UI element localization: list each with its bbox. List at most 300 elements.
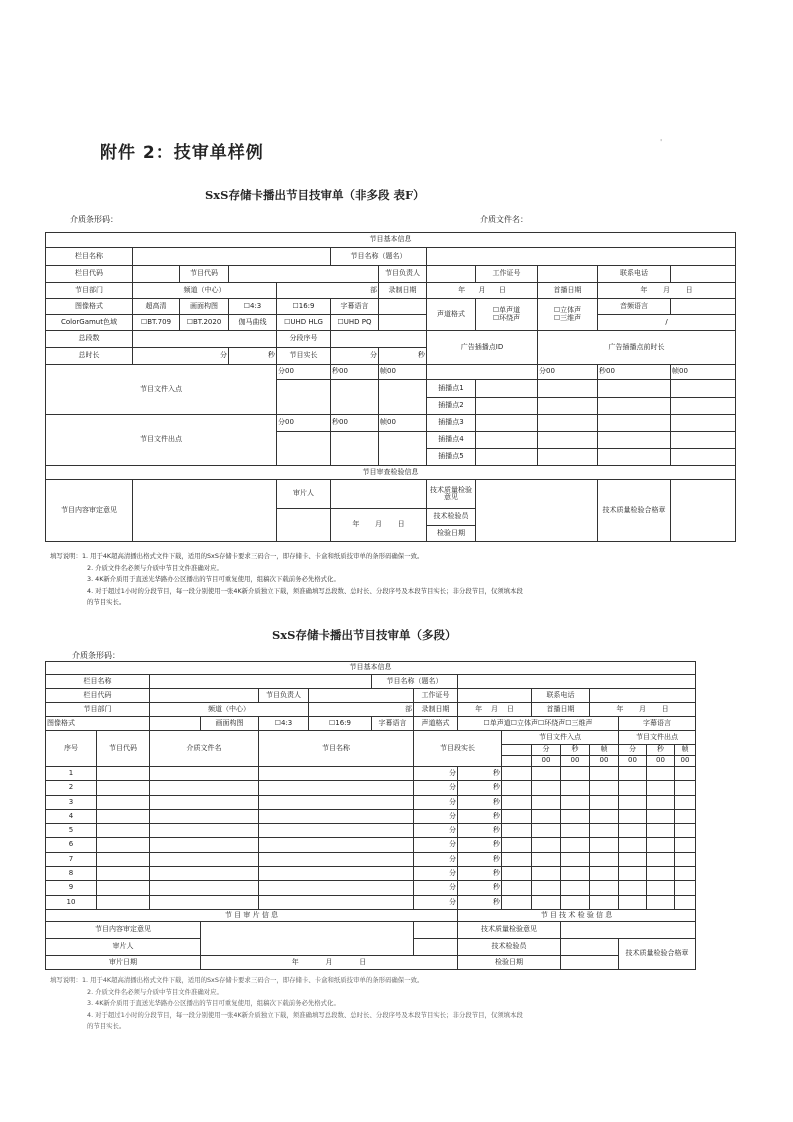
col-code-header: 节目代码 bbox=[97, 731, 150, 767]
col-out-header: 节目文件出点 bbox=[619, 731, 696, 745]
segment-in-sec[interactable] bbox=[561, 895, 590, 909]
col-file-header: 介质文件名 bbox=[150, 731, 259, 767]
segment-in-min[interactable] bbox=[532, 867, 561, 881]
color-gamut-label: ColorGamut色域 bbox=[46, 315, 133, 331]
form2-note-2: 2. 介质文件名必须与介质中节目文件准确对应。 bbox=[87, 987, 223, 996]
segment-length-min[interactable]: 分 bbox=[414, 809, 458, 823]
out-min-zero: 00 bbox=[619, 756, 647, 767]
f2-reviewer-label: 审片人 bbox=[46, 938, 201, 955]
segment-in-frame[interactable] bbox=[590, 895, 619, 909]
segment-length-min[interactable]: 分 bbox=[414, 795, 458, 809]
segment-in-sec[interactable] bbox=[561, 838, 590, 852]
segment-out-frame[interactable] bbox=[675, 824, 696, 838]
total-segments-field[interactable] bbox=[133, 331, 277, 348]
segment-name-field[interactable] bbox=[259, 795, 414, 809]
segment-code-field[interactable] bbox=[97, 795, 150, 809]
ad-header-blank bbox=[427, 365, 538, 380]
segment-name-field[interactable] bbox=[259, 838, 414, 852]
segment-out-min[interactable] bbox=[619, 852, 647, 866]
ad-point-5-label: 插播点5 bbox=[427, 449, 476, 466]
image-format-label: 图像格式 bbox=[46, 299, 133, 315]
segment-length-min[interactable]: 分 bbox=[414, 881, 458, 895]
f2-check-date-label: 检验日期 bbox=[458, 955, 561, 969]
segment-code-field[interactable] bbox=[97, 867, 150, 881]
segment-in-frame[interactable] bbox=[590, 824, 619, 838]
f2-staff-id-field[interactable] bbox=[458, 689, 532, 703]
content-opinion-field[interactable] bbox=[133, 480, 277, 542]
segment-in-min[interactable] bbox=[532, 824, 561, 838]
form2-section-tech: 节 目 技 术 检 验 信 息 bbox=[458, 909, 696, 921]
audio-stereo-3d[interactable] bbox=[538, 299, 598, 331]
ad-point-3-min[interactable] bbox=[538, 415, 598, 432]
audio-lang-slash: / bbox=[598, 315, 736, 331]
segment-name-field[interactable] bbox=[259, 895, 414, 909]
segment-file-field[interactable] bbox=[150, 895, 259, 909]
f2-review-date-field[interactable] bbox=[201, 955, 458, 969]
segment-length-sec[interactable]: 秒 bbox=[458, 781, 502, 795]
f2-left-blank-1 bbox=[414, 921, 458, 938]
tech-checker-label: 技术检验员 bbox=[427, 509, 476, 526]
ad-point-5-min[interactable] bbox=[538, 449, 598, 466]
f2-record-day: 日 bbox=[506, 704, 514, 713]
review-day: 日 bbox=[397, 520, 405, 529]
segment-length-sec[interactable]: 秒 bbox=[458, 767, 502, 781]
segment-in-blank[interactable] bbox=[502, 795, 532, 809]
segment-in-sec[interactable] bbox=[561, 809, 590, 823]
segment-out-sec[interactable] bbox=[647, 809, 675, 823]
segment-in-min[interactable] bbox=[532, 809, 561, 823]
segment-in-sec[interactable] bbox=[561, 852, 590, 866]
f2-producer-field[interactable] bbox=[309, 689, 414, 703]
f2-record-month: 月 bbox=[491, 704, 498, 713]
segment-file-field[interactable] bbox=[150, 867, 259, 881]
segment-code-field[interactable] bbox=[97, 895, 150, 909]
f2-image-format-field[interactable] bbox=[150, 717, 201, 731]
segment-length-min[interactable]: 分 bbox=[414, 867, 458, 881]
ad-point-5-sec[interactable] bbox=[598, 449, 671, 466]
review-year: 年 bbox=[352, 520, 360, 529]
pq-checkbox[interactable]: ☐UHD PQ bbox=[331, 315, 379, 331]
ad-point-id-label: 广告插播点ID bbox=[427, 331, 538, 365]
out-frame-zero: 00 bbox=[675, 756, 696, 767]
f2-producer-label: 节目负责人 bbox=[259, 689, 309, 703]
out-min-field[interactable] bbox=[277, 432, 331, 466]
department-label: 节目部门 bbox=[46, 283, 133, 299]
f2-content-opinion-field[interactable] bbox=[201, 921, 414, 955]
segment-in-min[interactable] bbox=[532, 895, 561, 909]
f2-column-name-label: 栏目名称 bbox=[46, 675, 150, 689]
segment-out-frame[interactable] bbox=[675, 867, 696, 881]
segment-length-sec[interactable]: 秒 bbox=[458, 895, 502, 909]
ad-point-1-min[interactable] bbox=[538, 380, 598, 398]
segment-out-frame[interactable] bbox=[675, 795, 696, 809]
segment-in-blank[interactable] bbox=[502, 867, 532, 881]
phone-field[interactable] bbox=[671, 266, 736, 283]
gamma-blank[interactable] bbox=[379, 315, 427, 331]
f2-premiere-date-field[interactable] bbox=[590, 703, 696, 717]
segment-length-sec[interactable]: 秒 bbox=[458, 795, 502, 809]
total-duration-min[interactable]: 分 bbox=[133, 348, 229, 365]
segment-file-field[interactable] bbox=[150, 781, 259, 795]
page-heading: 附件 2：技审单样例 bbox=[100, 143, 264, 163]
form2-note-1: 填写说明：1. 用于4K超高清播出格式文件下载，适用的SxS存储卡要求三码合一，即存储卡、卡盒和纸质技审单的条形码确保一致。 bbox=[50, 976, 424, 984]
out-sec-field[interactable] bbox=[331, 432, 379, 466]
ad-point-3-id[interactable] bbox=[476, 415, 538, 432]
program-title-field[interactable] bbox=[427, 248, 736, 266]
segment-in-frame[interactable] bbox=[590, 795, 619, 809]
in-sec-field[interactable] bbox=[331, 380, 379, 415]
segment-in-min[interactable] bbox=[532, 881, 561, 895]
segment-no: 6 bbox=[46, 838, 97, 852]
ad-point-1-sec[interactable] bbox=[598, 380, 671, 398]
reviewer-field[interactable] bbox=[331, 480, 427, 509]
record-date-field[interactable] bbox=[427, 283, 538, 299]
segment-out-sec[interactable] bbox=[647, 838, 675, 852]
segment-length-sec[interactable]: 秒 bbox=[458, 852, 502, 866]
f2-premiere-year: 年 bbox=[616, 704, 624, 713]
form1-section-basic: 节目基本信息 bbox=[46, 233, 736, 248]
segment-code-field[interactable] bbox=[97, 767, 150, 781]
segment-in-sec[interactable] bbox=[561, 781, 590, 795]
ad-point-1-id[interactable] bbox=[476, 380, 538, 398]
segment-out-sec[interactable] bbox=[647, 795, 675, 809]
segment-in-sec[interactable] bbox=[561, 795, 590, 809]
form1-note-1: 填写说明：1. 用于4K超高清播出格式文件下载，适用的SxS存储卡要求三码合一，即存储卡、卡盒和纸质技审单的条形码确保一致。 bbox=[50, 552, 424, 560]
aspect-16-9-checkbox[interactable]: ☐16:9 bbox=[277, 299, 331, 315]
aspect-label: 画面构图 bbox=[180, 299, 229, 315]
f2-aspect-4-3-checkbox[interactable]: ☐4:3 bbox=[259, 717, 309, 731]
segment-row bbox=[46, 795, 696, 809]
segment-name-field[interactable] bbox=[259, 809, 414, 823]
column-code-label: 栏目代码 bbox=[46, 266, 133, 283]
f2-tech-pass-label: 技术质量检验合格章 bbox=[619, 938, 696, 969]
segment-in-min[interactable] bbox=[532, 838, 561, 852]
segment-in-blank[interactable] bbox=[502, 838, 532, 852]
segment-in-blank[interactable] bbox=[502, 895, 532, 909]
segment-out-sec[interactable] bbox=[647, 767, 675, 781]
segment-in-frame[interactable] bbox=[590, 767, 619, 781]
f2-audio-format-label: 声道格式 bbox=[414, 717, 458, 731]
segment-code-field[interactable] bbox=[97, 838, 150, 852]
out-min-header: 分00 bbox=[277, 415, 331, 432]
segment-no: 10 bbox=[46, 895, 97, 909]
f2-review-month: 月 bbox=[325, 957, 333, 966]
segment-out-min[interactable] bbox=[619, 809, 647, 823]
segment-out-frame[interactable] bbox=[675, 838, 696, 852]
out-min-sub: 分 bbox=[619, 745, 647, 756]
f2-tech-checker-field[interactable] bbox=[561, 938, 619, 955]
ad-point-3-label: 插播点3 bbox=[427, 415, 476, 432]
ad-point-1-frame[interactable] bbox=[671, 380, 736, 398]
segment-file-field[interactable] bbox=[150, 881, 259, 895]
segment-in-frame[interactable] bbox=[590, 838, 619, 852]
segment-no: 1 bbox=[46, 767, 97, 781]
f2-column-code-field[interactable] bbox=[150, 689, 259, 703]
bt2020-checkbox[interactable]: ☐BT.2020 bbox=[180, 315, 229, 331]
staff-id-field[interactable] bbox=[538, 266, 598, 283]
f2-check-date-field[interactable] bbox=[561, 955, 619, 969]
segment-file-field[interactable] bbox=[150, 838, 259, 852]
in-min-sub: 分 bbox=[532, 745, 561, 756]
segment-out-min[interactable] bbox=[619, 838, 647, 852]
segment-row bbox=[46, 895, 696, 909]
f2-record-date-field[interactable] bbox=[458, 703, 532, 717]
in-min-zero: 00 bbox=[532, 756, 561, 767]
f2-premiere-month: 月 bbox=[639, 704, 646, 713]
form2-table bbox=[45, 661, 696, 970]
form2-note-5: 的节目实长。 bbox=[87, 1022, 126, 1030]
segment-code-field[interactable] bbox=[97, 881, 150, 895]
segment-in-blank[interactable] bbox=[502, 767, 532, 781]
ad-point-4-min[interactable] bbox=[538, 432, 598, 449]
f2-aspect-16-9-checkbox[interactable]: ☐16:9 bbox=[309, 717, 372, 731]
segment-in-blank[interactable] bbox=[502, 852, 532, 866]
audio-format-label: 声道格式 bbox=[427, 299, 476, 331]
ad-point-5-frame[interactable] bbox=[671, 449, 736, 466]
ad-point-5-id[interactable] bbox=[476, 449, 538, 466]
segment-row bbox=[46, 852, 696, 866]
segment-in-blank[interactable] bbox=[502, 881, 532, 895]
form1-table bbox=[45, 232, 736, 542]
segment-name-field[interactable] bbox=[259, 767, 414, 781]
record-day: 日 bbox=[498, 285, 506, 294]
segment-no: 3 bbox=[46, 795, 97, 809]
content-opinion-label: 节目内容审定意见 bbox=[46, 480, 133, 542]
review-date-blank bbox=[277, 509, 331, 542]
audio-lang-field[interactable] bbox=[671, 299, 736, 315]
ad-point-2-id[interactable] bbox=[476, 398, 538, 415]
segment-out-sec[interactable] bbox=[647, 895, 675, 909]
segment-row bbox=[46, 867, 696, 881]
f2-column-name-field[interactable] bbox=[150, 675, 372, 689]
audio-mono-stereo[interactable] bbox=[476, 299, 538, 331]
actual-length-min[interactable]: 分 bbox=[331, 348, 379, 365]
f2-content-opinion-label: 节目内容审定意见 bbox=[46, 921, 201, 938]
segment-name-field[interactable] bbox=[259, 852, 414, 866]
mono-checkbox[interactable]: ☐单声道 bbox=[492, 306, 521, 315]
hlg-checkbox[interactable]: ☐UHD HLG bbox=[277, 315, 331, 331]
segment-in-blank[interactable] bbox=[502, 809, 532, 823]
segment-file-field[interactable] bbox=[150, 809, 259, 823]
phone-label: 联系电话 bbox=[598, 266, 671, 283]
producer-label: 节目负责人 bbox=[379, 266, 427, 283]
subtitle-lang-field[interactable] bbox=[379, 299, 427, 315]
ad-sec-header: 秒00 bbox=[598, 365, 671, 380]
actual-length-sec[interactable]: 秒 bbox=[379, 348, 427, 365]
ad-point-2-frame[interactable] bbox=[671, 398, 736, 415]
column-name-field[interactable] bbox=[133, 248, 331, 266]
segment-length-min[interactable]: 分 bbox=[414, 781, 458, 795]
premiere-month: 月 bbox=[663, 285, 670, 294]
segment-in-min[interactable] bbox=[532, 767, 561, 781]
segment-in-frame[interactable] bbox=[590, 852, 619, 866]
segment-no: 7 bbox=[46, 852, 97, 866]
segment-out-min[interactable] bbox=[619, 881, 647, 895]
record-month: 月 bbox=[478, 285, 486, 294]
segment-file-field[interactable] bbox=[150, 852, 259, 866]
f2-image-format-label: 图像格式 bbox=[46, 717, 150, 731]
program-code-field[interactable] bbox=[229, 266, 379, 283]
segment-length-sec[interactable]: 秒 bbox=[458, 824, 502, 838]
segment-name-field[interactable] bbox=[259, 781, 414, 795]
3d-audio-checkbox[interactable]: ☐三维声 bbox=[553, 313, 582, 322]
segment-code-field[interactable] bbox=[97, 809, 150, 823]
surround-checkbox[interactable]: ☐环绕声 bbox=[492, 313, 521, 322]
segment-in-sec[interactable] bbox=[561, 824, 590, 838]
column-name-label: 栏目名称 bbox=[46, 248, 133, 266]
tech-opinion-field[interactable] bbox=[476, 480, 598, 542]
segment-length-min[interactable]: 分 bbox=[414, 895, 458, 909]
aspect-4-3-checkbox[interactable]: ☐4:3 bbox=[229, 299, 277, 315]
segment-out-frame[interactable] bbox=[675, 781, 696, 795]
f2-review-year: 年 bbox=[291, 957, 299, 966]
ad-point-3-frame[interactable] bbox=[671, 415, 736, 432]
actual-length-label: 节目实长 bbox=[277, 348, 331, 365]
segment-out-min[interactable] bbox=[619, 767, 647, 781]
form2-section-basic: 节目基本信息 bbox=[46, 662, 696, 675]
segment-length-sec[interactable]: 秒 bbox=[458, 881, 502, 895]
out-sec-sub: 秒 bbox=[647, 745, 675, 756]
segment-no: 9 bbox=[46, 881, 97, 895]
f2-audio-options[interactable]: ☐单声道☐立体声☐环绕声☐三维声 bbox=[458, 717, 619, 731]
segment-in-frame[interactable] bbox=[590, 781, 619, 795]
ad-point-3-sec[interactable] bbox=[598, 415, 671, 432]
segment-out-min[interactable] bbox=[619, 795, 647, 809]
segment-no-label: 分段序号 bbox=[277, 331, 331, 348]
segment-out-frame[interactable] bbox=[675, 852, 696, 866]
segment-out-frame[interactable] bbox=[675, 895, 696, 909]
ad-point-2-sec[interactable] bbox=[598, 398, 671, 415]
stereo-checkbox[interactable]: ☐立体声 bbox=[553, 306, 582, 315]
ad-point-2-min[interactable] bbox=[538, 398, 598, 415]
segment-out-min[interactable] bbox=[619, 867, 647, 881]
segment-name-field[interactable] bbox=[259, 824, 414, 838]
f2-subtitle-lang-label: 字幕语言 bbox=[372, 717, 414, 731]
segment-out-frame[interactable] bbox=[675, 881, 696, 895]
segment-rows bbox=[46, 767, 696, 910]
segment-code-field[interactable] bbox=[97, 824, 150, 838]
segment-out-sec[interactable] bbox=[647, 781, 675, 795]
f2-premiere-day: 日 bbox=[661, 704, 669, 713]
segment-in-min[interactable] bbox=[532, 781, 561, 795]
ad-point-4-frame[interactable] bbox=[671, 432, 736, 449]
segment-out-sec[interactable] bbox=[647, 867, 675, 881]
segment-in-blank[interactable] bbox=[502, 781, 532, 795]
program-title-label: 节目名称（题名） bbox=[331, 248, 427, 266]
in-min-field[interactable] bbox=[277, 380, 331, 415]
segment-in-sec[interactable] bbox=[561, 867, 590, 881]
in-frame-sub: 帧 bbox=[590, 745, 619, 756]
f2-phone-label: 联系电话 bbox=[532, 689, 590, 703]
f2-staff-id-label: 工作证号 bbox=[414, 689, 458, 703]
bt709-checkbox[interactable]: ☐BT.709 bbox=[133, 315, 180, 331]
ad-point-2-label: 插播点2 bbox=[427, 398, 476, 415]
segment-out-min[interactable] bbox=[619, 895, 647, 909]
premiere-day: 日 bbox=[685, 285, 693, 294]
segment-in-frame[interactable] bbox=[590, 809, 619, 823]
in-frame-zero: 00 bbox=[590, 756, 619, 767]
segment-length-min[interactable]: 分 bbox=[414, 852, 458, 866]
form1-notes bbox=[50, 551, 523, 609]
segment-file-field[interactable] bbox=[150, 795, 259, 809]
segment-no-field[interactable] bbox=[331, 331, 427, 348]
f2-aspect-label: 画面构图 bbox=[201, 717, 259, 731]
segment-no: 4 bbox=[46, 809, 97, 823]
segment-file-field[interactable] bbox=[150, 767, 259, 781]
producer-field[interactable] bbox=[427, 266, 476, 283]
review-month: 月 bbox=[375, 520, 382, 529]
segment-length-sec[interactable]: 秒 bbox=[458, 809, 502, 823]
check-date-label: 检验日期 bbox=[427, 526, 476, 542]
segment-in-min[interactable] bbox=[532, 795, 561, 809]
ad-point-duration-label: 广告插播点前时长 bbox=[538, 331, 736, 365]
review-date-field[interactable] bbox=[331, 509, 427, 542]
form2-note-4: 4. 对于超过1小时的分段节目，每一段分别使用一张4K新介质独立下载，须准确填写总段数、总时长、分段序号及本段节目实长；非分段节目，仅须填本段 bbox=[87, 1010, 523, 1019]
in-frame-field[interactable] bbox=[379, 380, 427, 415]
segment-out-frame[interactable] bbox=[675, 767, 696, 781]
segment-in-frame[interactable] bbox=[590, 881, 619, 895]
segment-out-min[interactable] bbox=[619, 824, 647, 838]
f2-channel-label: 频道（中心） bbox=[150, 703, 309, 717]
segment-name-field[interactable] bbox=[259, 867, 414, 881]
segment-no: 5 bbox=[46, 824, 97, 838]
segment-code-field[interactable] bbox=[97, 852, 150, 866]
f2-phone-field[interactable] bbox=[590, 689, 696, 703]
program-code-label: 节目代码 bbox=[180, 266, 229, 283]
division-label: 部 bbox=[277, 283, 379, 299]
segment-length-min[interactable]: 分 bbox=[414, 767, 458, 781]
segment-in-min[interactable] bbox=[532, 852, 561, 866]
out-frame-field[interactable] bbox=[379, 432, 427, 466]
column-code-field[interactable] bbox=[133, 266, 180, 283]
ad-point-4-sec[interactable] bbox=[598, 432, 671, 449]
segment-no: 8 bbox=[46, 867, 97, 881]
tech-opinion-label: 技术质量检验意见 bbox=[427, 480, 476, 509]
segment-length-min[interactable]: 分 bbox=[414, 838, 458, 852]
total-duration-sec[interactable]: 秒 bbox=[229, 348, 277, 365]
segment-row bbox=[46, 767, 696, 781]
segment-length-sec[interactable]: 秒 bbox=[458, 867, 502, 881]
form1-note-4: 4. 对于超过1小时的分段节目，每一段分别使用一张4K新介质独立下载，须准确填写总段数、总时长、分段序号及本段节目实长；非分段节目，仅须填本段 bbox=[87, 586, 523, 595]
segment-out-frame[interactable] bbox=[675, 809, 696, 823]
segment-in-sec[interactable] bbox=[561, 881, 590, 895]
form1-title: SxS存储卡播出节目技审单（非多段 表F） bbox=[205, 188, 425, 202]
f2-subtitle-lang-label-2: 字幕语言 bbox=[619, 717, 696, 731]
ad-point-4-id[interactable] bbox=[476, 432, 538, 449]
premiere-date-field[interactable] bbox=[598, 283, 736, 299]
col-name-header: 节目名称 bbox=[259, 731, 414, 767]
segment-out-sec[interactable] bbox=[647, 852, 675, 866]
segment-in-sec[interactable] bbox=[561, 767, 590, 781]
segment-file-field[interactable] bbox=[150, 824, 259, 838]
f2-tech-opinion-field[interactable] bbox=[561, 921, 696, 938]
segment-in-frame[interactable] bbox=[590, 867, 619, 881]
ad-frame-header: 帧00 bbox=[671, 365, 736, 380]
segment-code-field[interactable] bbox=[97, 781, 150, 795]
subtitle-lang-label: 字幕语言 bbox=[331, 299, 379, 315]
tech-pass-stamp[interactable] bbox=[671, 480, 736, 542]
segment-length-min[interactable]: 分 bbox=[414, 824, 458, 838]
segment-name-field[interactable] bbox=[259, 881, 414, 895]
f2-program-title-field[interactable] bbox=[458, 675, 696, 689]
segment-out-sec[interactable] bbox=[647, 824, 675, 838]
segment-length-sec[interactable]: 秒 bbox=[458, 838, 502, 852]
ad-min-header: 分00 bbox=[538, 365, 598, 380]
record-date-label: 录制日期 bbox=[379, 283, 427, 299]
segment-out-min[interactable] bbox=[619, 781, 647, 795]
segment-out-sec[interactable] bbox=[647, 881, 675, 895]
segment-in-blank[interactable] bbox=[502, 824, 532, 838]
